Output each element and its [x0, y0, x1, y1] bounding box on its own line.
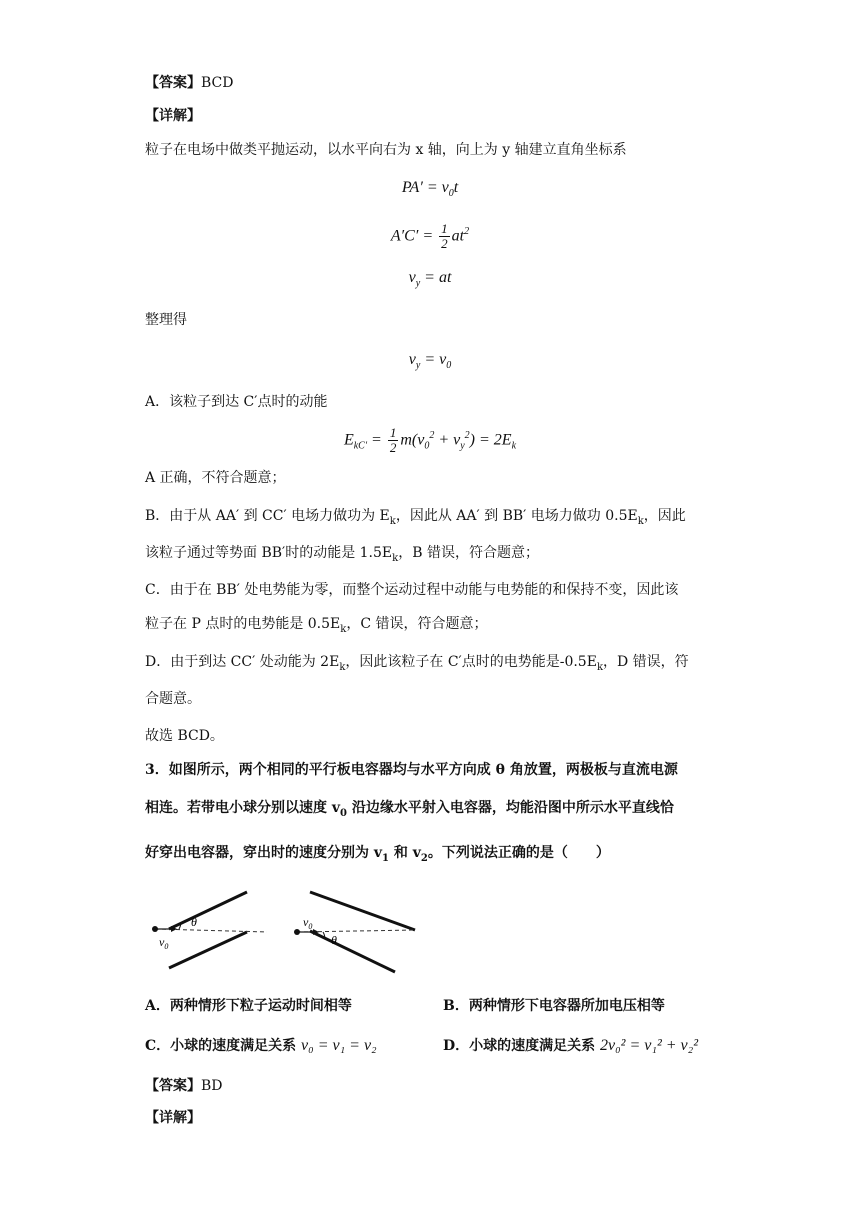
option-a-intro: A．该粒子到达 C′点时的动能 [145, 394, 328, 410]
option-d-line-1: D．由于到达 CC′ 处动能为 $2E_k$，因此该粒子在 C′点时的电势能是$-0.5E_k$，D 错误，符 [145, 654, 689, 673]
right-capacitor [294, 892, 415, 972]
equation-3: $v_y$ = at [408, 269, 452, 290]
fraction-half: $\frac{1}{2}$ [441, 221, 448, 252]
left-v0-label: $v_0$ [159, 935, 169, 951]
choose-line: 故选 BCD。 [145, 728, 224, 744]
option-c-line-1: C．由于在 BB′ 处电势能为零，而整个运动过程中动能与电势能的和保持不变，因此该 [145, 582, 679, 598]
answer-label: 【答案】 [145, 75, 201, 91]
equation-4: $v_y = v_0$ [408, 351, 452, 372]
choice-d-equation: 2v₀² = v₁² + v₂² [600, 1037, 698, 1054]
answer-line-1 [145, 73, 233, 93]
choice-d: D．小球的速度满足关系 2v₀² = v₁² + v₂² [443, 1037, 698, 1054]
intro-text: 粒子在电场中做类平抛运动，以水平向右为 x 轴，向上为 y 轴建立直角坐标系 [145, 142, 627, 158]
option-b-line-1: B．由于从 AA′ 到 CC′ 电场力做功为 $E_k$，因此从 AA′ 到 BB′ 电场力做功 $0.5E_k$，因此 [145, 508, 686, 527]
fraction-half-2: $\frac{1}{2}$ [389, 425, 397, 456]
answer-label-2: 【答案】 [145, 1078, 201, 1094]
capacitor-figure [145, 884, 435, 979]
right-theta-label: θ [331, 933, 337, 947]
q3-line-1: 3．如图所示，两个相同的平行板电容器均与水平方向成 θ 角放置，两极板与直流电源 [145, 762, 678, 778]
q3-line-3: 好穿出电容器，穿出时的速度分别为 $v_1$ 和 $v_2$。下列说法正确的是（ ） [145, 845, 610, 864]
equation-2: A′C′ = $\frac{1}{2}$ $at^2$ [390, 221, 470, 252]
arrange-text: 整理得 [145, 312, 187, 328]
choice-b: B．两种情形下电容器所加电压相等 [443, 998, 665, 1014]
answer-value: BCD [201, 75, 234, 91]
option-b-line-2: 该粒子通过等势面 BB′时的动能是 $1.5E_k$，B 错误，符合题意； [145, 545, 539, 564]
option-c-line-2: 粒子在 P 点时的电势能是 $0.5E_k$，C 错误，符合题意； [145, 616, 488, 635]
right-lower-plate [310, 931, 395, 972]
left-capacitor [152, 892, 267, 968]
choice-c-equation: v₀ = v₁ = v₂ [301, 1037, 377, 1054]
q3-line-2: 相连。若带电小球分别以速度 $v_0$ 沿边缘水平射入电容器，均能沿图中所示水平直线恰 [145, 800, 674, 819]
left-theta-label: θ [191, 915, 197, 929]
detail-label-2: 【详解】 [145, 1110, 201, 1126]
right-upper-plate [310, 892, 415, 930]
choice-c: C．小球的速度满足关系 v₀ = v₁ = v₂ [145, 1037, 377, 1054]
answer-line-2 [145, 1076, 223, 1096]
equation-1: $PA' = v_0t$ [401, 179, 459, 200]
equation-5: $E_{kC'}$ = $\frac{1}{2}$ $m(v_0^2 + v_y^2) = 2E_k$ [343, 425, 517, 456]
option-a-result: A 正确，不符合题意； [145, 470, 286, 486]
option-d-line-2: 合题意。 [145, 691, 201, 707]
right-v0-label: $v_0$ [303, 915, 313, 931]
answer-value-2: BD [201, 1078, 223, 1094]
left-lower-plate [169, 932, 247, 968]
detail-label-1: 【详解】 [145, 108, 201, 124]
choice-a: A．两种情形下粒子运动时间相等 [145, 998, 352, 1014]
